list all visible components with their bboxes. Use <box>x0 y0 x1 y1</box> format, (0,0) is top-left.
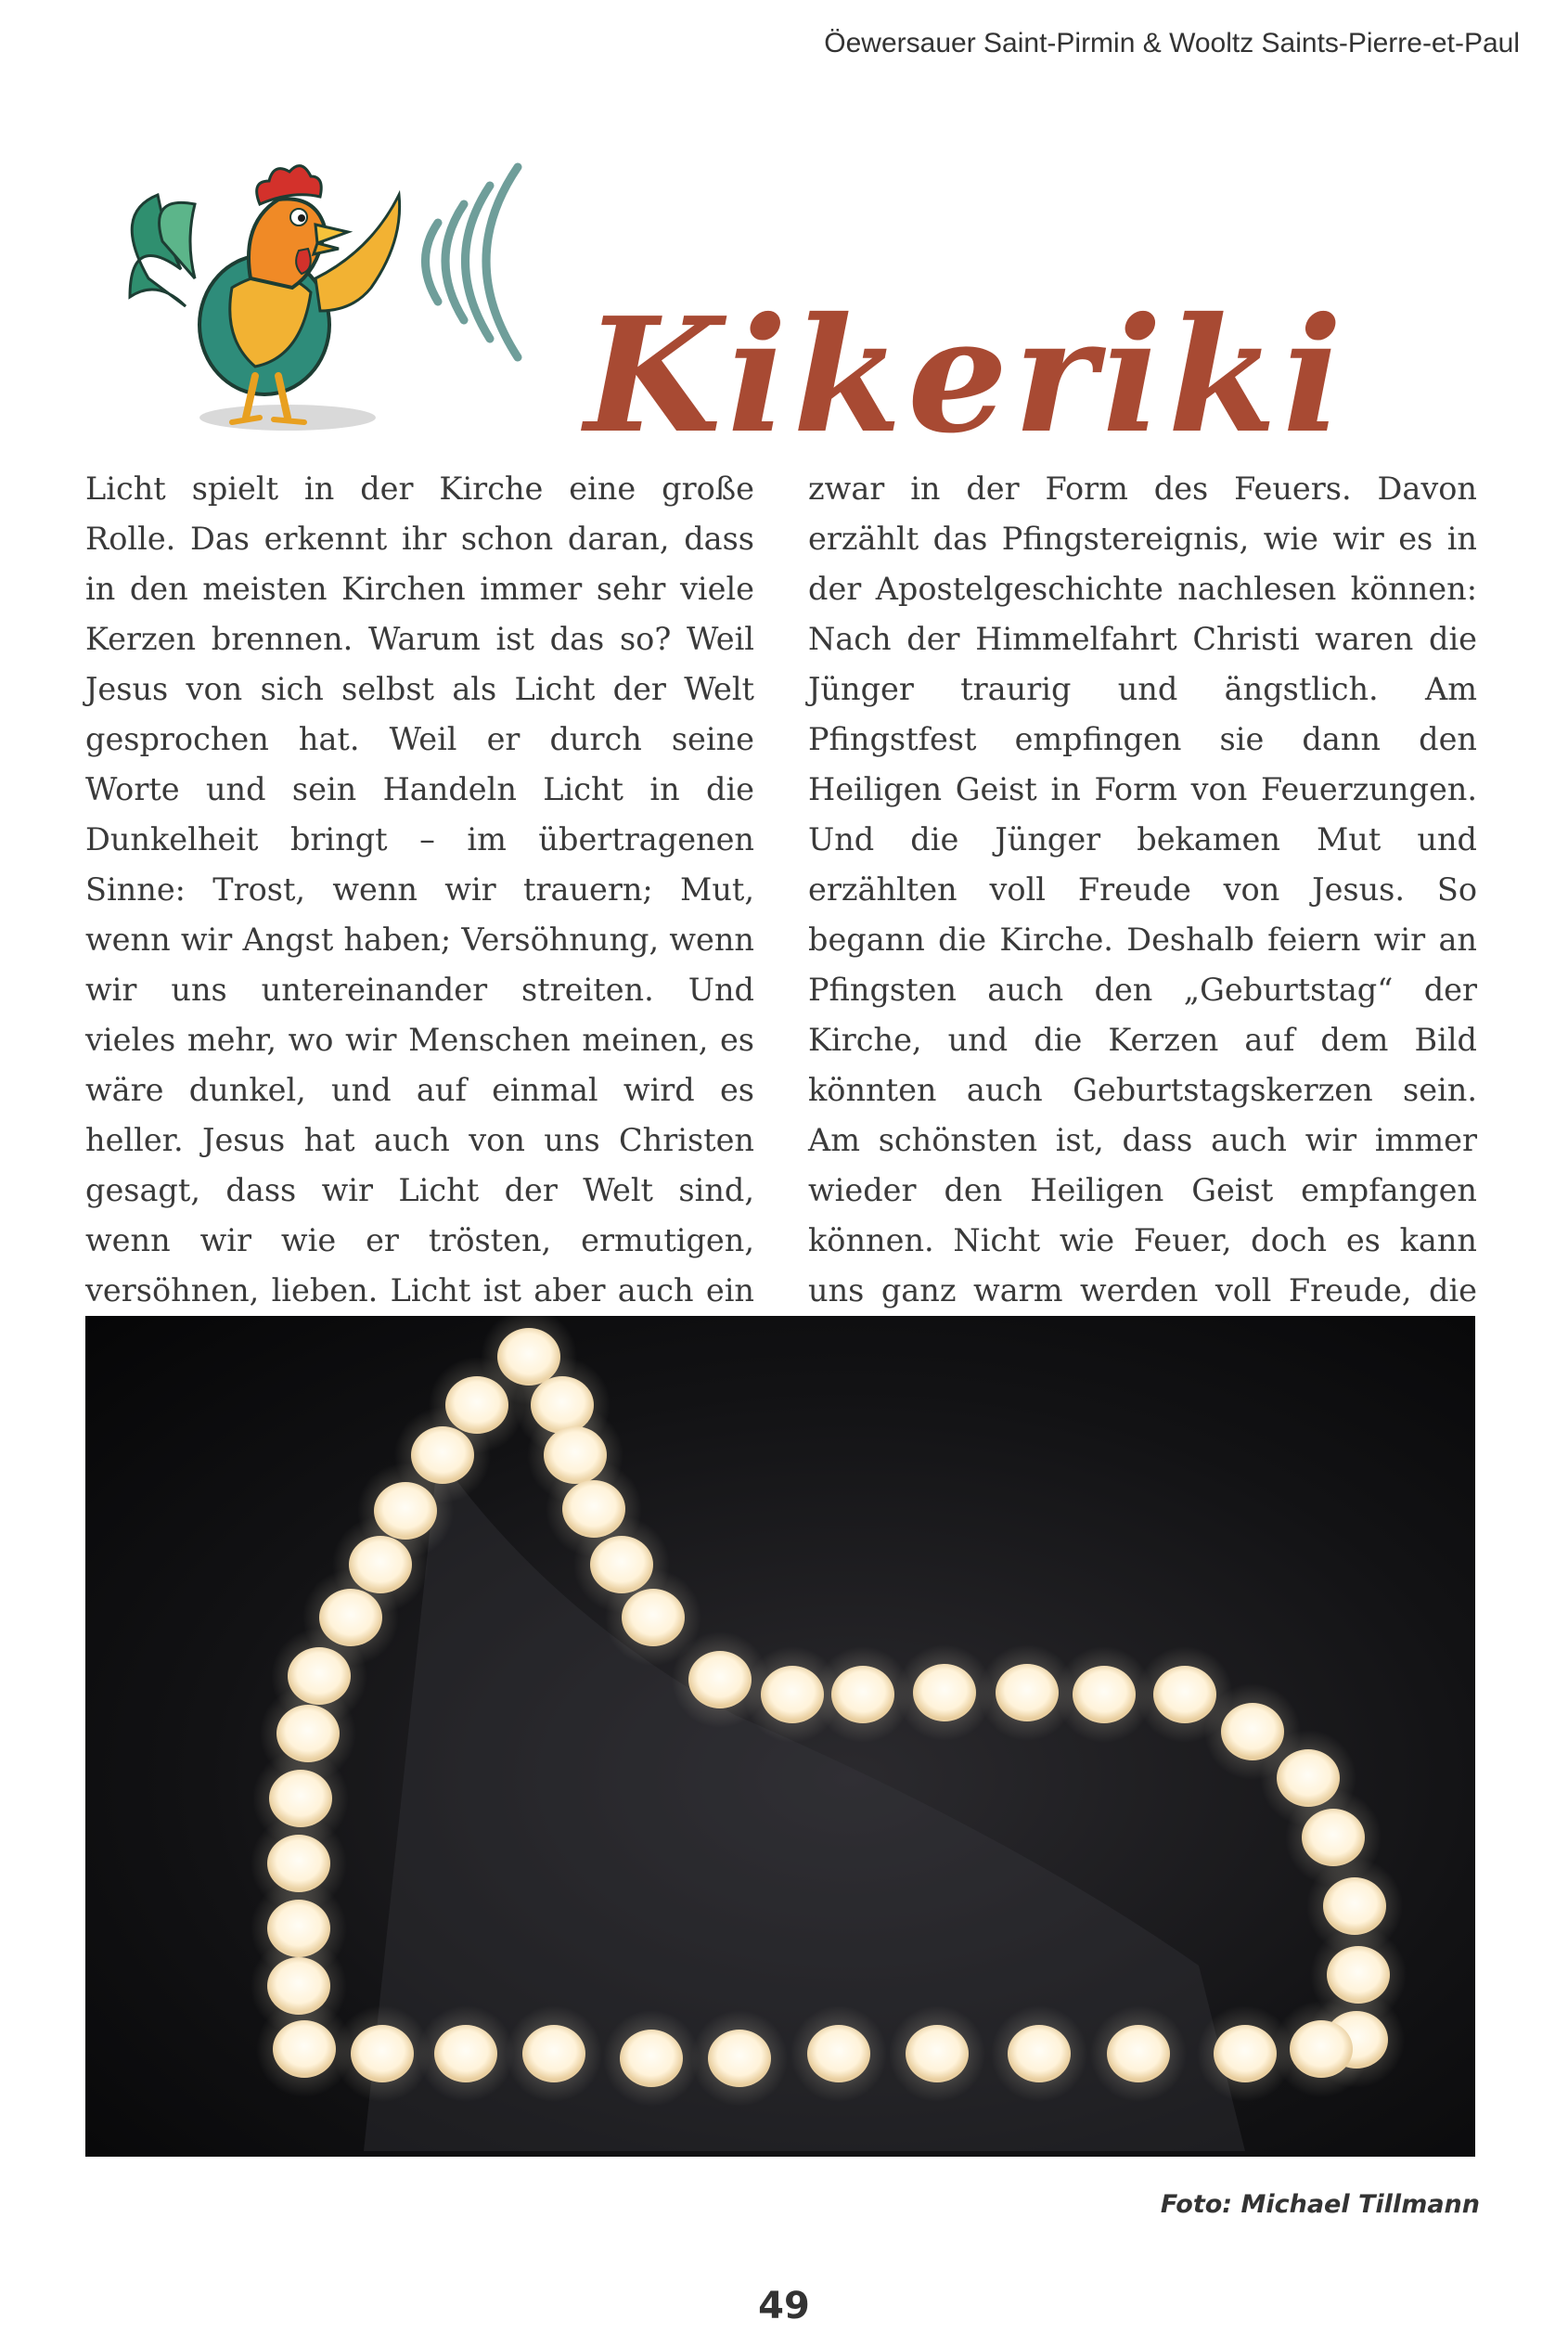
tealight-candle <box>1273 2001 1369 2097</box>
tealight-candle <box>506 2005 602 2102</box>
tealight-candle <box>790 2005 887 2102</box>
article-paragraph: zwar in der Form des Feuers. Davon erzählt das Pfingstereignis, wie wir es in der Apostelgeschichte nachlesen können: Nach der Himmelfahrt Christi waren die Jünger traurig und ängstlich. Am Pfingstfest empfingen sie dann den Heiligen Geist in Form von Feuerzungen. Und die Jünger bekamen Mut und erzählten voll Freude von Jesus. So begann die Kirche. Deshalb feiern wir an Pfingsten auch den „Geburtstag“ der Kirche, und die Kerzen auf dem Bild könnten auch Geburtstagskerzen sein. Am schönsten ist, dass auch wir immer wieder den Heiligen Geist empfangen können. Nicht wie Feuer, doch es kann uns ganz warm werden voll Freude, die <box>808 470 1477 1308</box>
tealight-candle <box>889 2005 985 2102</box>
photo-credit: Foto: Michael Tillmann <box>1160 2190 1480 2219</box>
article-paragraph: Licht spielt in der Kirche eine große Rolle. Das erkennt ihr schon daran, dass in den meisten Kirchen immer sehr viele Kerzen brennen. Warum ist das so? Weil Jesus von sich selbst als Licht der Welt gesprochen hat. Weil er durch seine Worte und sein Handeln Licht in die Dunkelheit bringt – im übertragenen Sinne: Trost, wenn wir trauern; Mut, wenn wir Angst haben; Versöhnung, wenn wir uns untereinander streiten. Und vieles mehr, wo wir Menschen meinen, es wäre dunkel, und auf einmal wird es heller. Jesus hat auch von uns Christen gesagt, dass wir Licht der Welt sind, wenn wir wie er trösten, ermutigen, versöhnen, lieben. Licht ist aber auch ein <box>85 470 754 1308</box>
tealight-candle <box>603 2010 700 2107</box>
tealight-candle <box>991 2005 1087 2102</box>
article-column-left <box>85 464 754 1308</box>
banner-title: Kikeriki <box>585 283 1348 469</box>
article-column-right <box>808 464 1477 1308</box>
tealight-candle <box>896 1644 993 1741</box>
candles-photo <box>85 1316 1475 2157</box>
tealight-candle <box>334 2005 431 2102</box>
tealight-candle <box>418 2005 514 2102</box>
candle-arrangement <box>85 1316 1475 2157</box>
tealight-candle <box>691 2010 788 2107</box>
page-number: 49 <box>758 2285 810 2327</box>
header-parish-title: Öewersauer Saint-Pirmin & Wooltz Saints-Pierre-et-Paul <box>824 28 1520 58</box>
article-body <box>85 464 1477 1308</box>
tealight-candle <box>1090 2005 1187 2102</box>
kikeriki-banner <box>93 139 1348 469</box>
